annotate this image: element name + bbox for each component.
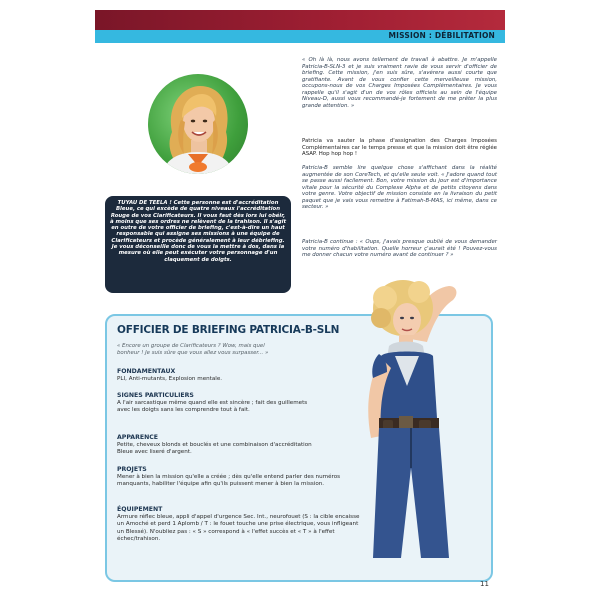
section-text: PLI, Anti-mutants, Explosion mentale.	[117, 376, 223, 382]
section-heading: APPARENCE	[117, 434, 159, 441]
header-band	[95, 10, 505, 30]
clearance-quote: Patricia-B continue : « Oups, j'avais presque oublié de vous demander votre numéro d'habilitation. Quelle horreur ç'aurait été ! Pouvez-vous me donner chacun votre numéro avant de continuer ? »	[302, 239, 497, 258]
mission-bar	[95, 30, 505, 43]
teela-tip-text: TUYAU DE TEELA ! Cette personne est d'accréditation Bleue, ce qui excède de quatre niveaux l'accréditation Rouge de vos Clarificateurs. Il vous faut dès lors lui obéir, à moins que ses ordres ne relèvent de la trahison. Il s'agit en outre de votre officier de briefing, c'est-à-dire un haut responsable qui assigne ses missions à une équipe de Clarificateurs et procède généralement à leur débriefing. Je vous déconseille donc de vous la mettre à dos, dans la mesure où elle peut exécuter votre personnage d'un claquement de doigts.	[110, 200, 287, 263]
narration-paragraph: Patricia va sauter la phase d'assignation des Charges Imposées Complémentaires car le temps presse et que la mission doit être réglée ASAP. Hop hop hop !	[302, 138, 497, 157]
mission-quote: Patricia-B semble lire quelque chose s'affichant dans la réalité augmentée de son CoreTech, et qu'elle seule voit. « J'adore quand tout se passe aussi facilement. Bon, votre mission du jour est d'importance vitale pour la sécurité du Complexe Alpha et de petits citoyens dans votre genre. Votre objectif de mission consiste en la livraison du petit paquet que je vais vous remettre à Fatimah-B-MAS, ici même, dans ce secteur. »	[302, 165, 497, 210]
intro-quote: « Oh là là, nous avons tellement de travail à abattre. Je m'appelle Patricia-B-SLN-3 et je suis vraiment ravie de vous servir d'officier de briefing. Cette mission, j'en suis sûre, s'avérera aussi courte que gratifiante. Avant de vous confier cette merveilleuse mission, occupons-nous de vos Charges Imposées Complémentaires. Je vous rappelle qu'il s'agit d'un de vos rôles officiels au sein de l'équipe Niveau-D, aussi vous recommandé-je fortement de me prêter la plus grande attention. »	[302, 57, 497, 109]
section-text: Armure réflec bleue, appli d'appel d'urgence Sec. Int., neurofouet (S : la cible encaisse un Amoché et perd 1 Aplomb / T : le fouet touche une prise électrique, vous infligeant un Blessé). N'oubliez pas : « S » correspond à « l'effet succès et « T » à l'effet échec/trahison.	[117, 514, 360, 542]
teela-tip-box	[105, 196, 291, 293]
section-heading: SIGNES PARTICULIERS	[117, 392, 194, 399]
teela-portrait-illustration	[148, 74, 248, 174]
card-title: OFFICIER DE BRIEFING PATRICIA-B-SLN	[117, 324, 340, 336]
mission-label: MISSION : DÉBILITATION	[388, 31, 495, 40]
patricia-illustration	[345, 268, 505, 558]
section-heading: PROJETS	[117, 466, 147, 473]
teela-portrait	[148, 74, 248, 174]
section-text: A l'air sarcastique même quand elle est sincère ; fait des guillemets avec les doigts sans les comprendre tout à fait.	[117, 400, 308, 414]
section-heading: FONDAMENTAUX	[117, 368, 176, 375]
card-quote: « Encore un groupe de Clarificateurs ? Wow, mais quel bonheur ! Je suis sûre que vous allez vous surpasser... »	[117, 343, 269, 356]
page-number: 11	[480, 580, 489, 588]
section-text: Mener à bien la mission qu'elle a créée ; dès qu'elle entend parler des numéros manquants, habiliter l'équipe afin qu'ils puissent mener à bien la mission.	[117, 474, 341, 488]
section-heading: ÉQUIPEMENT	[117, 506, 163, 513]
section-text: Petite, cheveux blonds et bouclés et une combinaison d'accréditation Bleue avec liseré d'argent.	[117, 442, 312, 456]
